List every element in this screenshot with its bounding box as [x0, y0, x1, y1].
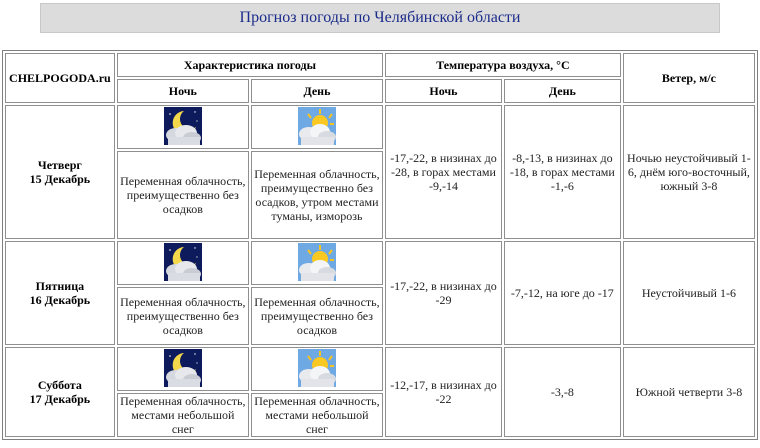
page-title: Прогноз погоды по Челябинской области [40, 3, 720, 33]
date: 17 Декабрь [29, 392, 91, 406]
wind: Неустойчивый 1-6 [623, 241, 755, 345]
header-wind: Ветер, м/с [623, 53, 755, 103]
moon-cloud-icon [164, 349, 202, 390]
header-temp-day: День [504, 79, 621, 103]
sun-cloud-icon [298, 107, 336, 148]
moon-cloud-icon [164, 107, 202, 148]
night-icon-cell [117, 241, 249, 285]
date: 16 Декабрь [29, 293, 91, 307]
night-description: Переменная облачность, местами небольшой снег [117, 393, 249, 437]
day-icon-cell [251, 105, 383, 149]
day-label [5, 347, 115, 437]
temp-night: -17,-22, в низинах до -28, в горах местами -9,-14 [385, 105, 502, 239]
header-weather-night: Ночь [117, 79, 249, 103]
temp-day: -3,-8 [504, 347, 621, 437]
day-icon-cell [251, 241, 383, 285]
header-temp-night: Ночь [385, 79, 502, 103]
night-description: Переменная облачность, преимущественно без осадков [117, 287, 249, 345]
wind: Ночью неустойчивый 1-6, днём юго-восточный, южный 3-8 [623, 105, 755, 239]
day-icon-cell [251, 347, 383, 391]
header-temperature: Температура воздуха, °C [385, 53, 621, 77]
wind: Южной четверти 3-8 [623, 347, 755, 437]
temp-night: -12,-17, в низинах до -22 [385, 347, 502, 437]
day-label [5, 241, 115, 345]
temp-night: -17,-22, в низинах до -29 [385, 241, 502, 345]
sun-cloud-icon [298, 349, 336, 390]
day-description: Переменная облачность, преимущественно без осадков [251, 287, 383, 345]
weekday: Четверг [37, 158, 82, 172]
weekday: Суббота [37, 378, 82, 392]
night-icon-cell [117, 105, 249, 149]
weekday: Пятница [35, 279, 85, 293]
night-description: Переменная облачность, преимущественно без осадков [117, 151, 249, 239]
day-description: Переменная облачность, преимущественно без осадков, утром местами туманы, изморозь [251, 151, 383, 239]
temp-day: -7,-12, на юге до -17 [504, 241, 621, 345]
forecast-table [2, 50, 758, 440]
header-weather-characteristics: Характеристика погоды [117, 53, 383, 77]
moon-cloud-icon [164, 243, 202, 284]
day-description: Переменная облачность, местами небольшой снег [251, 393, 383, 437]
temp-day: -8,-13, в низинах до -18, в горах местами -1,-6 [504, 105, 621, 239]
date: 15 Декабрь [29, 172, 91, 186]
night-icon-cell [117, 347, 249, 391]
day-label [5, 105, 115, 239]
header-weather-day: День [251, 79, 383, 103]
site-name: CHELPOGODA.ru [5, 53, 115, 103]
sun-cloud-icon [298, 243, 336, 284]
